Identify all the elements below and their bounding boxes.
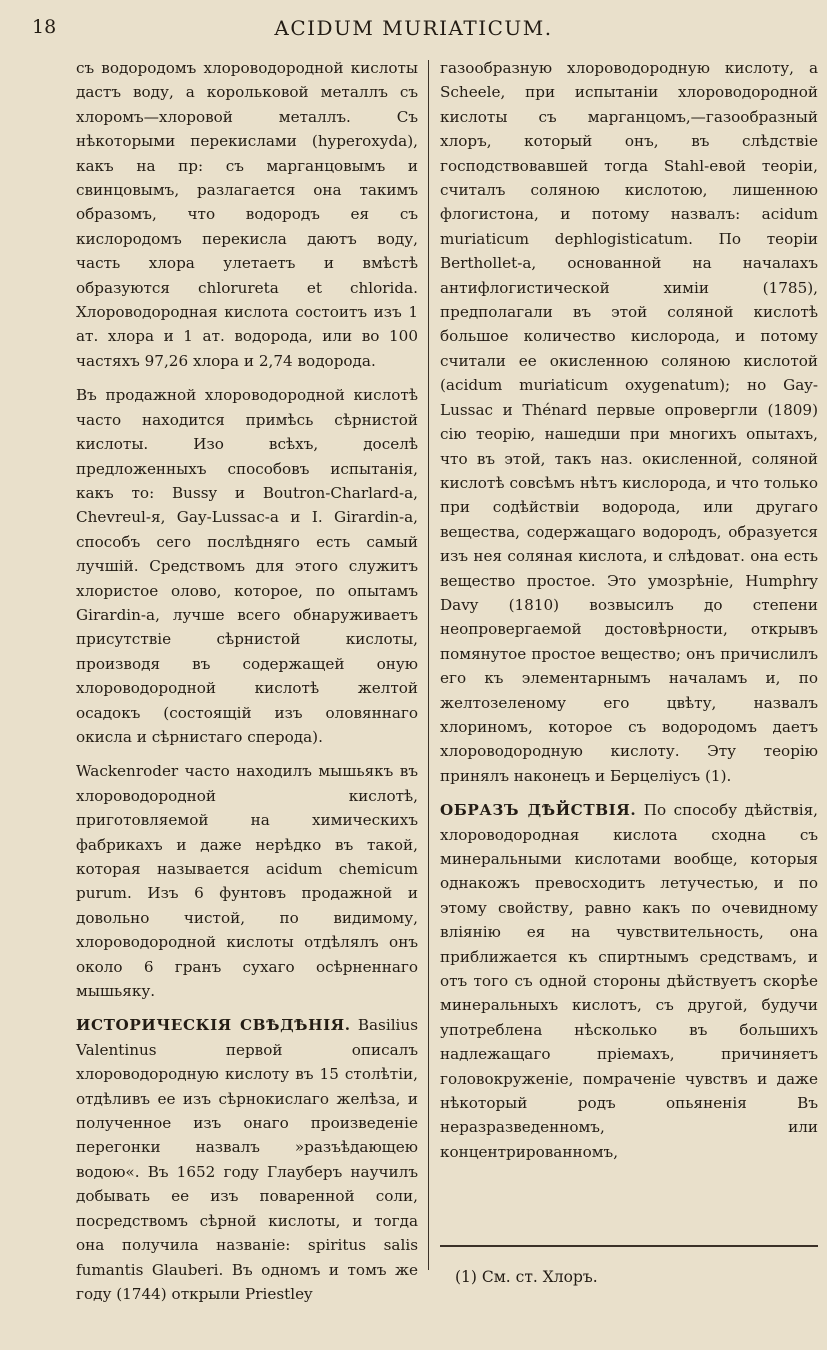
page-header — [0, 16, 827, 46]
column-divider — [428, 60, 429, 1270]
action-text: По способу дѣйствія, хлороводородная кислота сходна съ минеральными кислотами вообще, которыя однакожъ превосходитъ летучестью, и по этому свойству, равно какъ по очевидному вліянію ея на чувствительность, она приближается къ спиртнымъ средствамъ, и отъ того съ одной стороны дѣйствуетъ скорѣе минеральныхъ кислотъ, съ другой, будучи употреблена нѣсколько въ большихъ надлежащаго пріемахъ, причиняетъ головокруженіе, помраченіе чувствъ и даже нѣкоторый родъ опьяненія Въ неразразведенномъ, или концентрированномъ, — [440, 801, 818, 1161]
footnote: (1) См. ст. Хлоръ. — [455, 1268, 598, 1286]
left-column — [76, 56, 418, 1316]
history-text: Basilius Valentinus первой описалъ хлороводородную кислоту въ 15 столѣтіи, отдѣливъ ее изъ сѣрнокислаго желѣза, и полученное изъ онаго произведеніе перегонки назвалъ »разъѣдающею водою«. Въ 1652 году Глауберъ научилъ добывать ее изъ поваренной соли, посредствомъ сѣрной кислоты, и тогда она получила названіе: spiritus salis fumantis Glauberi. Въ одномъ и томъ же году (1744) открыли Priestley — [76, 1016, 418, 1303]
running-title: ACIDUM MURIATICUM. — [274, 16, 553, 40]
paragraph-history-continued: газообразную хлороводородную кислоту, а Scheele, при испытаніи хлороводородной кислоты съ марганцомъ,—газообразный хлоръ, который онъ, въ слѣдствіе господствовавшей тогда Stahl-евой теоріи, считалъ соляною кислотою, лишенною флогистона, и потому назвалъ: acidum muriaticum dephlogisticatum. По теоріи Berthollet-а, основанной на началахъ антифлогистической химіи (1785), предполагали въ этой соляной кислотѣ большое количество кислорода, и потому считали ее окисленною соляною кислотой (acidum muriaticum oxygenatum); но Gay-Lussac и Thénard первые опровергли (1809) сію теорію, нашедши при многихъ опытахъ, что въ этой, такъ наз. окисленной, соляной кислотѣ совсѣмъ нѣтъ кислорода, и что только при содѣйствіи водорода, или другаго вещества, содержащаго водородъ, образуется изъ нея соляная кислота, и слѣдоват. она есть вещество простое. Это умозрѣніе, Humphry Davy (1810) возвысилъ до степени неопровергаемой достовѣрности, открывъ помянутое простое вещество; онъ причислилъ его къ элементарнымъ началамъ и, по желтозеленому его цвѣту, назвалъ хлориномъ, которое съ водородомъ даетъ хлороводородную кислоту. Эту теорію принялъ наконецъ и Берцеліусъ (1). — [440, 59, 818, 785]
paragraph-action — [440, 798, 818, 1164]
section-heading-action: ОБРАЗЪ ДѢЙСТВІЯ. — [440, 801, 637, 820]
right-column — [440, 56, 818, 1174]
page-number: 18 — [32, 16, 57, 38]
section-heading-history: ИСТОРИЧЕСКІЯ СВѢДѢНІЯ. — [76, 1016, 351, 1035]
paragraph-sulfurous-impurity: Въ продажной хлороводородной кислотѣ часто находится примѣсь сѣрнистой кислоты. Изо всѣхъ, доселѣ предложенныхъ способовъ испытанія, какъ то: Bussy и Boutron-Charlard-а, Chevreul-я, Gay-Lussac-а и I. Girardin-а, способъ сего послѣдняго есть самый лучшій. Средствомъ для этого служитъ хлористое олово, которое, по опытамъ Girardin-а, лучше всего обнаруживаетъ присутствіе сѣрнистой кислоты, производя въ содержащей оную хлороводородной кислотѣ желтой осадокъ (состоящій изъ оловяннаго окисла и сѣрнистаго сперода). — [76, 386, 418, 746]
paragraph-history — [76, 1013, 418, 1306]
paragraph-chemistry: съ водородомъ хлороводородной кислоты дастъ воду, а корольковой металлъ съ хлоромъ—хлоровой металлъ. Съ нѣкоторыми перекислами (hyperoxyda), какъ на пр: съ марганцовымъ и свинцовымъ, разлагается она такимъ образомъ, что водородъ ея съ кислородомъ перекисла даютъ воду, часть хлора улетаетъ и вмѣстѣ образуются chlorureta et chlorida. Хлороводородная кислота состоитъ изъ 1 ат. хлора и 1 ат. водорода, или во 100 частяхъ 97,26 хлора и 2,74 водорода. — [76, 59, 418, 370]
paragraph-arsenic-impurity: Wackenroder часто находилъ мышьякъ въ хлороводородной кислотѣ, приготовляемой на химическихъ фабрикахъ и даже нерѣдко въ такой, которая называется acidum chemicum purum. Изъ 6 фунтовъ продажной и довольно чистой, по видимому, хлороводородной кислоты отдѣлялъ онъ около 6 гранъ сухаго осѣрненнаго мышьяку. — [76, 762, 418, 1001]
footnote-rule — [440, 1245, 818, 1247]
